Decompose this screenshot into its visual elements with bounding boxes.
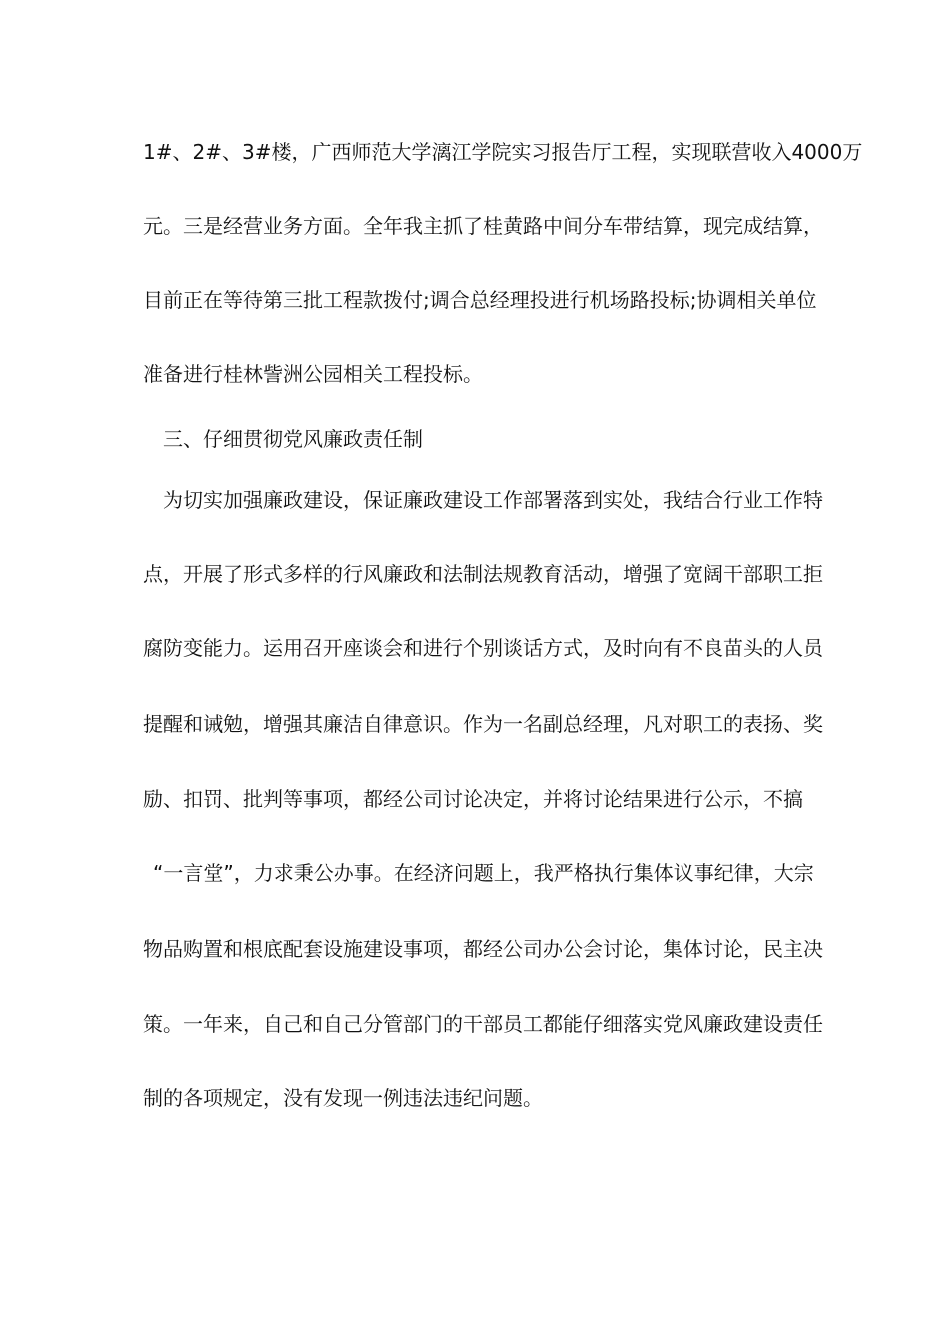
paragraph-line: 准备进行桂林訾洲公园相关工程投标。 [143, 362, 483, 386]
section-heading: 三、仔细贯彻党风廉政责任制 [163, 427, 423, 451]
paragraph-line: 物品购置和根底配套设施建设事项，都经公司办公会讨论，集体讨论，民主决 [143, 937, 823, 961]
paragraph-line: 为切实加强廉政建设，保证廉政建设工作部署落到实处，我结合行业工作特 [163, 488, 823, 512]
paragraph-line: 策。一年来，自己和自己分管部门的干部员工都能仔细落实党风廉政建设责任 [143, 1012, 823, 1036]
paragraph-line: “一言堂”，力求秉公办事。在经济问题上，我严格执行集体议事纪律，大宗 [153, 861, 814, 885]
paragraph-line: 励、扣罚、批判等事项，都经公司讨论决定，并将讨论结果进行公示，不搞 [143, 787, 803, 811]
paragraph-line: 点，开展了形式多样的行风廉政和法制法规教育活动，增强了宽阔干部职工拒 [143, 562, 823, 586]
paragraph-line: 元。三是经营业务方面。全年我主抓了桂黄路中间分车带结算，现完成结算， [143, 214, 823, 238]
paragraph-line: 1#、2#、3#楼，广西师范大学漓江学院实习报告厅工程，实现联营收入4000万 [143, 140, 863, 164]
paragraph-line: 提醒和诫勉，增强其廉洁自律意识。作为一名副总经理，凡对职工的表扬、奖 [143, 712, 823, 736]
paragraph-line: 腐防变能力。运用召开座谈会和进行个别谈话方式，及时向有不良苗头的人员 [143, 636, 823, 660]
paragraph-line: 制的各项规定，没有发现一例违法违纪问题。 [143, 1086, 543, 1110]
paragraph-line: 目前正在等待第三批工程款拨付;调合总经理投进行机场路投标;协调相关单位 [143, 288, 817, 312]
